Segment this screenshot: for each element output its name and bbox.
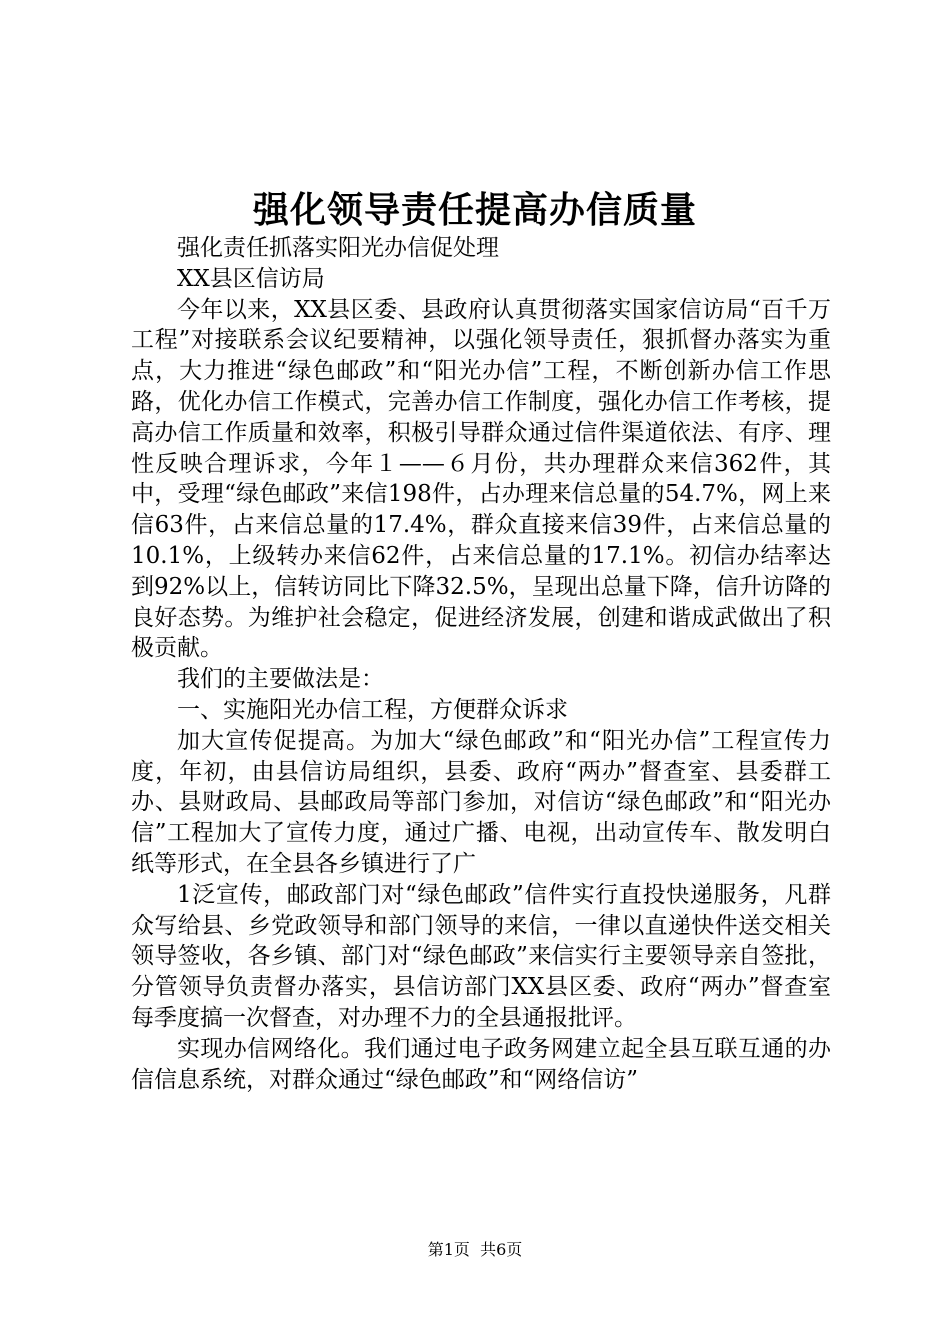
subtitle-paragraph: 强化责任抓落实阳光办信促处理 [177, 235, 499, 261]
page-footer [0, 1240, 950, 1260]
page-total: 共6页 [480, 1240, 523, 1259]
document-body [131, 233, 831, 1095]
body-paragraph: 我们的主要做法是： [177, 666, 384, 693]
body-paragraph: 实现办信网络化。我们通过电子政务网建立起全县互联互通的办信信息系统，对群众通过“绿色邮政”和“网络信访” [131, 1035, 831, 1093]
author-paragraph: XX县区信访局 [177, 265, 325, 292]
body-paragraph: 1泛宣传，邮政部门对“绿色邮政”信件实行直投快递服务，凡群众写给县、乡党政领导和部门领导的来信，一律以直递快件送交相关领导签收，各乡镇、部门对“绿色邮政”来信实行主要领导亲自签批，分管领导负责督办落实，县信访部门XX县区委、政府“两办”督查室每季度搞一次督查，对办理不力的全县通报批评。 [131, 881, 831, 1031]
document-title: 强化领导责任提高办信质量 [252, 189, 697, 231]
body-paragraph: 今年以来，XX县区委、县政府认真贯彻落实国家信访局“百千万工程”对接联系会议纪要精神，以强化领导责任，狠抓督办落实为重点，大力推进“绿色邮政”和“阳光办信”工程，不断创新办信工作思路，优化办信工作模式，完善办信工作制度，强化办信工作考核，提高办信工作质量和效率，积极引导群众通过信件渠道依法、有序、理性反映合理诉求，今年１——６月份，共办理群众来信362件，其中，受理“绿色邮政”来信198件，占办理来信总量的54.7%，网上来信63件，占来信总量的17.4%，群众直接来信39件，占来信总量的10.1%，上级转办来信62件，占来信总量的17.1%。初信办结率达到92%以上，信转访同比下降32.5%，呈现出总量下降，信升访降的良好态势。为维护社会稳定，促进经济发展，创建和谐成武做出了积极贡献。 [131, 296, 831, 662]
page-number: 第1页 [427, 1240, 470, 1259]
body-paragraph: 加大宣传促提高。为加大“绿色邮政”和“阳光办信”工程宣传力度，年初，由县信访局组织，县委、政府“两办”督查室、县委群工办、县财政局、县邮政局等部门参加，对信访“绿色邮政”和“阳光办信”工程加大了宣传力度，通过广播、电视，出动宣传车、散发明白纸等形式，在全县各乡镇进行了广 [131, 727, 831, 877]
section-heading: 一、实施阳光办信工程，方便群众诉求 [177, 696, 568, 723]
